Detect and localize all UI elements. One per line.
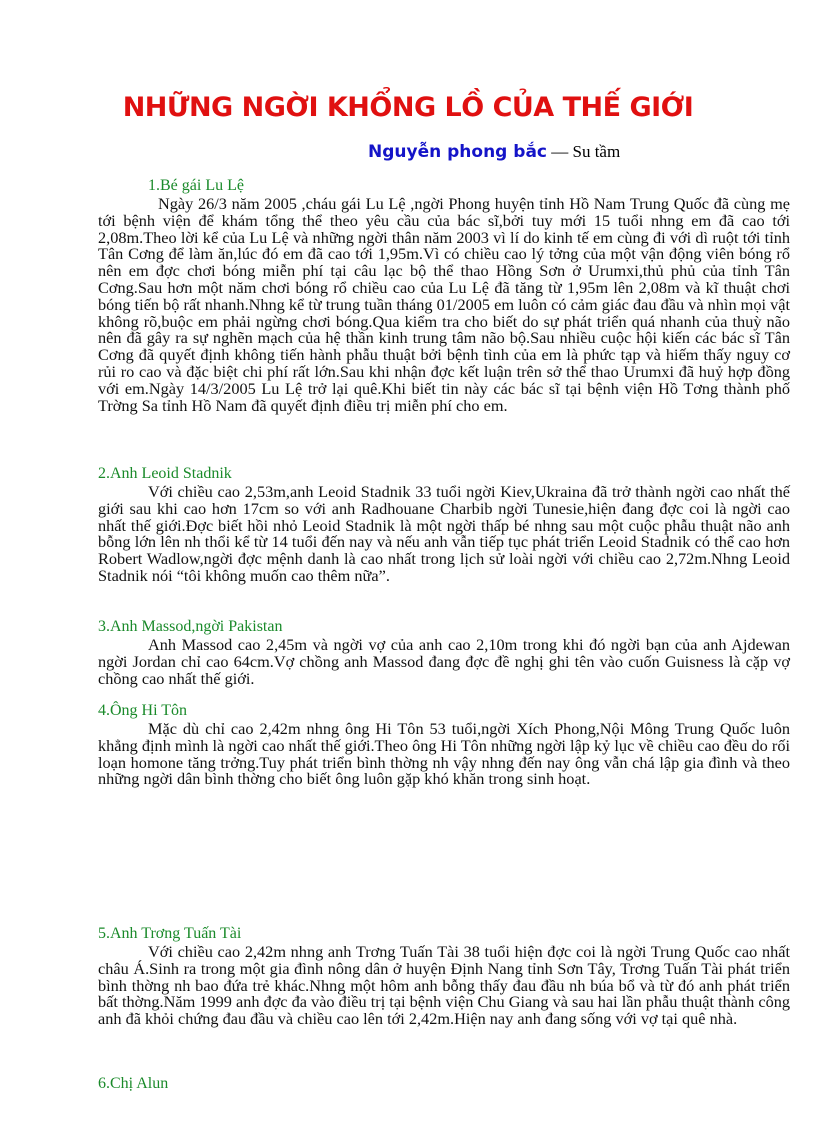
section-6 <box>98 1074 790 1094</box>
section-heading: 2.Anh Leoid Stadnik <box>98 465 232 482</box>
section-4 <box>98 701 790 788</box>
section-5 <box>98 924 790 1028</box>
section-heading: 4.Ông Hi Tôn <box>98 702 188 719</box>
section-1 <box>98 176 790 414</box>
section-heading: 5.Anh Trơng Tuấn Tài <box>98 925 242 942</box>
byline <box>368 142 620 162</box>
section-heading: 1.Bé gái Lu Lệ <box>148 177 244 194</box>
section-body: Anh Massod cao 2,45m và ngời vợ của anh cao 2,10m trong khi đó ngời bạn của anh Ajdewan ngời Jordan chỉ cao 64cm.Vợ chồng anh Massod đang đợc đề nghị ghi tên vào cuốn Guisness là cặp vợ chồng cao nhất thế giới. <box>98 635 790 688</box>
section-body: Với chiều cao 2,42m nhng anh Trơng Tuấn Tài 38 tuổi hiện đợc coi là ngời Trung Quốc cao nhất châu Á.Sinh ra trong một gia đình nông dân ở huyện Định Nang tỉnh Sơn Tây, Trơng Tuấn Tài phát triển bình thờng nh bao đứa trẻ khác.Nhng một hôm anh bỗng thấy đau đầu nh búa bổ và từ đó anh phát triển bất thờng.Năm 1999 anh đợc đa vào điều trị tại bệnh viện Chu Giang và sau hai lần phẫu thuật thành công anh đã khỏi chứng đau đầu và chiều cao lên tới 2,42m.Hiện nay anh đang sống với vợ tại quê nhà. <box>98 942 790 1029</box>
byline-note: — Su tầm <box>547 142 621 161</box>
section-3 <box>98 617 790 687</box>
section-body: Mặc dù chỉ cao 2,42m nhng ông Hi Tôn 53 tuổi,ngời Xích Phong,Nội Mông Trung Quốc luôn khẳng định mình là ngời cao nhất thế giới.Theo ông Hi Tôn những ngời lập kỷ lục về chiều cao đều do rối loạn homone tăng trởng.Tuy phát triển bình thờng nh vậy nhng đến nay ông vẫn chá lập gia đình và theo những ngời dân bình thờng cho biết ông luôn gặp khó khăn trong sinh hoạt. <box>98 719 790 789</box>
section-heading: 6.Chị Alun <box>98 1075 169 1092</box>
author-name: Nguyễn phong bắc <box>368 142 547 162</box>
section-heading: 3.Anh Massod,ngời Pakistan <box>98 618 283 635</box>
document-title: NHỮNG NGỜI KHỔNG LỒ CỦA THẾ GIỚI <box>122 92 694 123</box>
section-2 <box>98 464 790 585</box>
section-body: Với chiều cao 2,53m,anh Leoid Stadnik 33 tuổi ngời Kiev,Ukraina đã trở thành ngời cao nhất thế giới sau khi cao hơn 17cm so với anh Radhouane Charbib ngời Tunesie,hiện đang đợc coi là ngời cao nhất thế giới.Đợc biết hồi nhỏ Leoid Stadnik là một ngời thấp bé nhng sau một cuộc phẫu thuật não anh bỗng lớn lên nh thổi kể từ 14 tuổi đến nay và nếu anh vẫn tiếp tục phát triển Leoid Stadnik có thể cao hơn Robert Wadlow,ngời đợc mệnh danh là cao nhất trong lịch sử loài ngời với chiều cao 2,72m.Nhng Leoid Stadnik nói “tôi không muốn cao thêm nữa”. <box>98 482 790 585</box>
section-body: Ngày 26/3 năm 2005 ,cháu gái Lu Lệ ,ngời Phong huyện tỉnh Hồ Nam Trung Quốc đã cùng mẹ tới bệnh viện để khám tổng thể theo yêu cầu của bác sĩ,bởi tuy mới 15 tuổi nhng em đã cao tới 2,08m.Theo lời kể của Lu Lệ và những ngời thân năm 2003 vì lí do kinh tế em cùng đi với dì ruột tới tỉnh Tân Cơng để làm ăn,lúc đó em đã cao tới 1,95m.Vì có chiều cao lý tởng của một vận động viên bóng rổ nên em đợc chơi bóng miễn phí tại câu lạc bộ thể thao Hồng Sơn ở Urumxi,thủ phủ của tỉnh Tân Cơng.Sau hơn một năm chơi bóng rổ chiều cao của Lu Lệ đã tăng từ 1,95m lên 2,08m và kĩ thuật chơi bóng tiến bộ rất nhanh.Nhng kể từ trung tuần tháng 01/2005 em luôn có cảm giác đau đầu và nhìn mọi vật không rõ,buộc em phải ngừng chơi bóng.Qua kiểm tra cho biết do sự phát triển quá nhanh của thuỳ não nên đã gây ra sự nghẽn mạch của hệ thần kinh trung tâm não bộ.Sau nhiều cuộc hội kiến các bác sĩ Tân Cơng đã quyết định không tiến hành phẫu thuật bởi bệnh tình của em là phức tạp và hiếm thấy nguy cơ rủi ro cao và đặc biệt chi phí rất lớn.Sau khi nhận đợc kết luận trên sở thể thao Urumxi đã huỷ hợp đồng với em.Ngày 14/3/2005 Lu Lệ trở lại quê.Khi biết tin này các bác sĩ tại bệnh viện Hồ Tơng thành phố Trờng Sa tỉnh Hồ Nam đã quyết định điều trị miễn phí cho em. <box>98 194 790 415</box>
